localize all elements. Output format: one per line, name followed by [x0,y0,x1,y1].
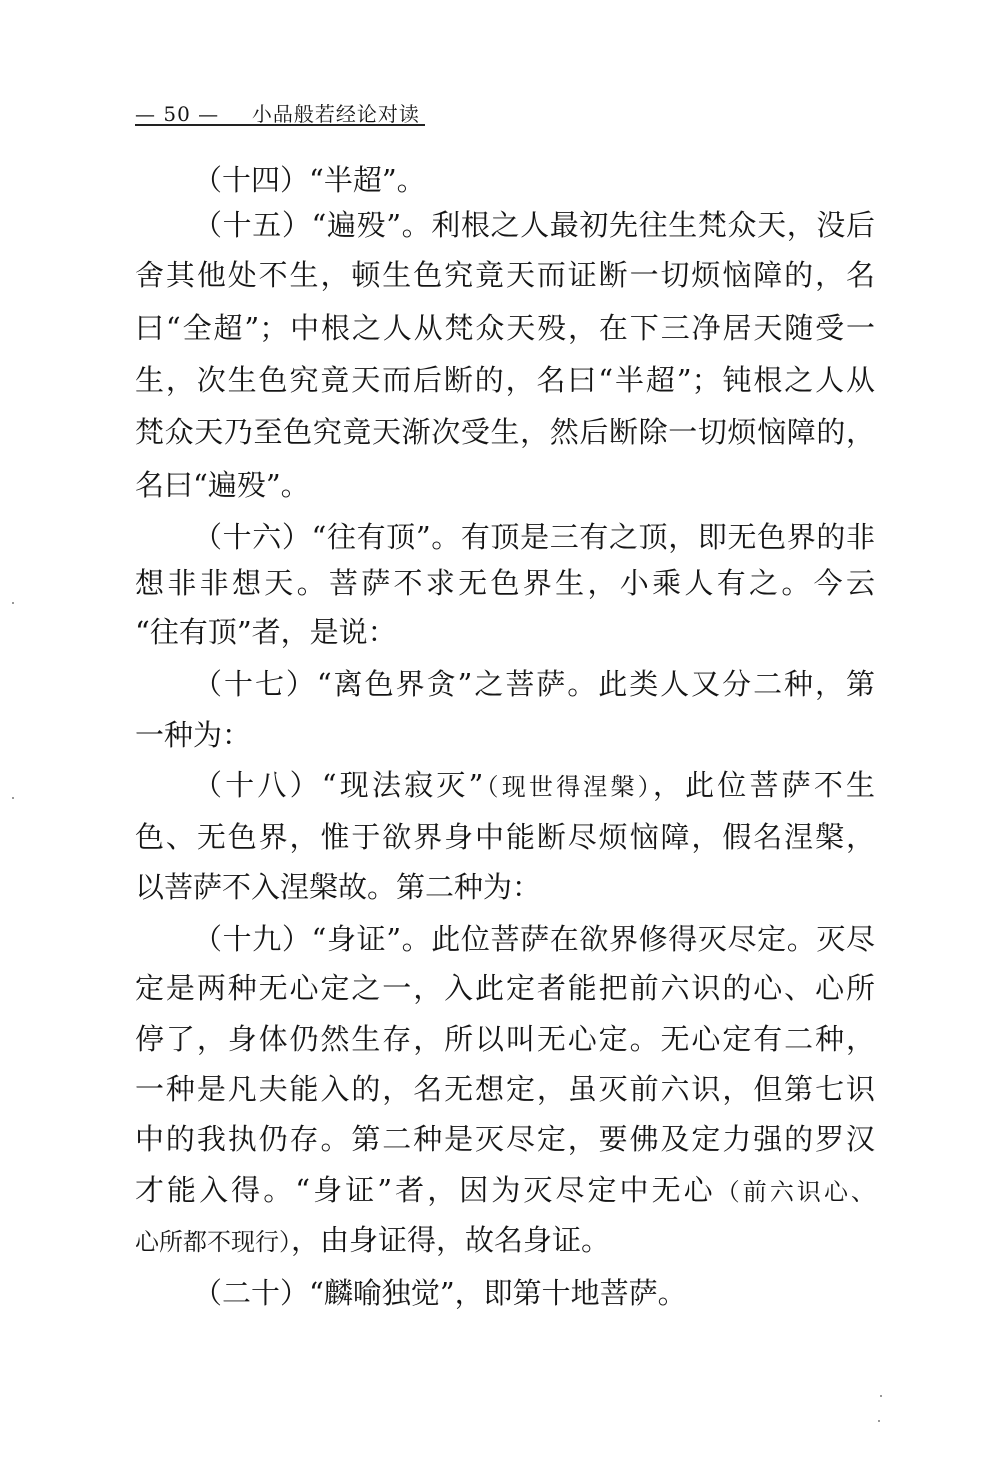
annotation-small: （现世得涅槃） [483,773,653,801]
text-line: 一种是凡夫能入的，名无想定，虽灭前六识，但第七识 [135,1072,875,1106]
text-span: 才能入得。“身证”者，因为灭尽定中无心 [135,1173,716,1207]
text-line [135,1165,875,1215]
header-underline [135,124,425,126]
text-line [135,1215,875,1265]
scan-speck [878,1420,880,1422]
text-line: （十六）“往有顶”。有顶是三有之顶，即无色界的非 [193,520,875,554]
text-line: 定是两种无心定之一，入此定者能把前六识的心、心所 [135,971,875,1005]
text-line: （二十）“麟喻独觉”，即第十地菩萨。 [193,1276,687,1310]
text-line: “往有顶”者，是说： [135,615,397,649]
annotation-small: （前六识心、 [715,1178,875,1206]
text-line [193,760,875,810]
text-line: 生，次生色究竟天而后断的，名曰“半超”；钝根之人从 [135,363,875,397]
text-line: 想非非想天。菩萨不求无色界生，小乘人有之。今云 [135,566,875,600]
text-line: （十五）“遍殁”。利根之人最初先往生梵众天，没后 [193,208,875,242]
text-line: 色、无色界，惟于欲界身中能断尽烦恼障，假名涅槃， [135,820,875,854]
book-title: 小品般若经论对读 [251,102,420,126]
scan-speck [12,602,14,604]
text-line: 名曰“遍殁”。 [135,468,310,502]
text-line: 一种为： [135,718,252,752]
text-line: 停了，身体仍然生存，所以叫无心定。无心定有二种， [135,1022,875,1056]
text-line: 曰“全超”；中根之人从梵众天殁，在下三净居天随受一 [135,311,875,345]
text-line: 梵众天乃至色究竟天渐次受生，然后断除一切烦恼障的， [135,415,875,449]
running-header [135,98,435,127]
text-span: ，此位菩萨不生 [652,768,875,802]
scan-speck [880,1395,882,1397]
page-number: — 50 — [135,102,220,126]
text-span: （十八）“现法寂灭” [193,768,484,802]
scan-speck [12,797,14,799]
text-line: 以菩萨不入涅槃故。第二种为： [135,870,542,904]
annotation-small: 心所都不现行） [135,1228,291,1256]
text-line: （十四）“半超”。 [193,163,426,197]
text-span: ，由身证得，故名身证。 [291,1223,611,1257]
text-line: 舍其他处不生，顿生色究竟天而证断一切烦恼障的，名 [135,258,875,292]
text-line: （十七）“离色界贪”之菩萨。此类人又分二种，第 [193,667,875,701]
text-line: 中的我执仍存。第二种是灭尽定，要佛及定力强的罗汉 [135,1122,875,1156]
text-line: （十九）“身证”。此位菩萨在欲界修得灭尽定。灭尽 [193,922,875,956]
